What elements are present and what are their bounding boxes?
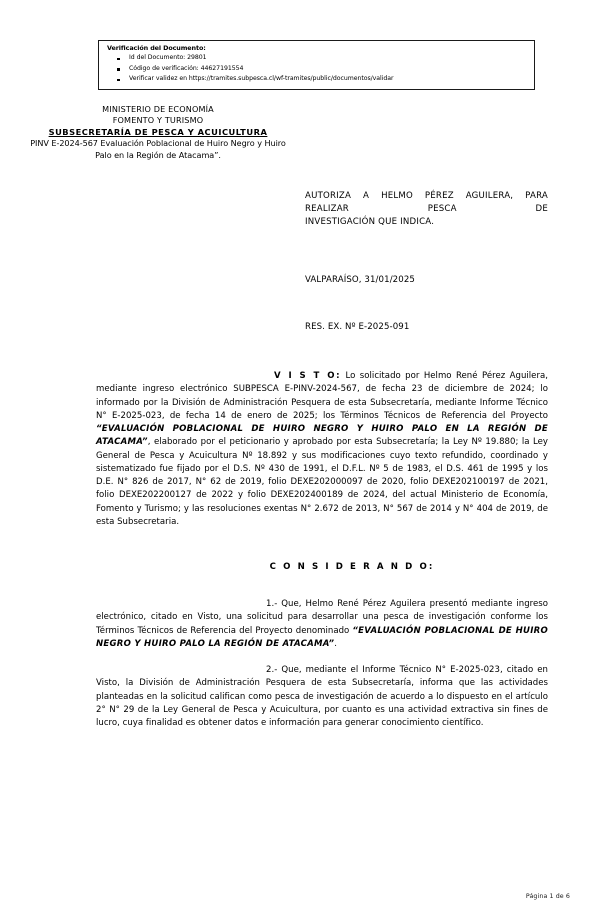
considerando-heading: C O N S I D E R A N D O: (269, 562, 435, 572)
visto-text-before-title: Lo solicitado por Helmo René Pérez Aguilera, mediante ingreso electrónico SUBPESCA E-PINV-2024-567, de fecha 23 de diciembre de 2024; lo informado por la División de Administración Pesquera de esta Subsecretaría, mediante Informe Técnico N° E-2025-023, de fecha 14 de enero de 2025; los Términos Técnicos de Referencia del Proyecto (96, 371, 548, 421)
visto-text-after-title: , elaborado por el peticionario y aprobado por esta Subsecretaría; la Ley Nº 19.880; la Ley General de Pesca y Acuicultura Nº 18.892 y sus modificaciones cuyo texto refundido, coordinado y sistematizado fue fijado por el D.S. Nº 430 de 1991, el D.F.L. Nº 5 de 1983, el D.S. 461 de 1995 y los D.E. N° 826 de 2017, N° 62 de 2019, folio DEXE202000097 de 2020, folio DEXE202100197 de 2021, folio DEXE202200127 de 2022 y folio DEXE202400189 de 2024, del actual Ministerio de Economía, Fomento y Turismo; y las resoluciones exentas N° 2.672 de 2013, N° 567 de 2014 y N° 404 de 2019, de esta Subsecretaria. (96, 437, 548, 527)
authorization-line-1: AUTORIZA A HELMO PÉREZ AGUILERA, PARA REALIZAR PESCA DE (305, 191, 548, 215)
verification-item-document-id: Id del Documento: 29801 (107, 53, 534, 64)
verification-list (107, 53, 534, 85)
ministry-line-1: MINISTERIO DE ECONOMÍA (102, 104, 214, 114)
verification-title: Verificación del Documento: (107, 44, 206, 52)
ministry-letterhead (24, 104, 292, 161)
page-footer: Página 1 de 6 (525, 893, 570, 900)
visto-project-title: “EVALUACIÓN POBLACIONAL DE HUIRO NEGRO Y HUIRO PALO EN LA REGIÓN DE ATACAMA” (96, 424, 548, 448)
authorization-line-2: INVESTIGACIÓN QUE INDICA. (305, 217, 435, 228)
considerando-item-2: 2.- Que, mediante el Informe Técnico N° E-2025-023, citado en Visto, la División de Administración Pesquera de esta Subsecretaría, informa que las actividades planteadas en la solicitud califican como pesca de investigación de acuerdo a lo dispuesto en el artículo 2° N° 29 de la Ley General de Pesca y Acuicultura, por cuanto es una actividad extractiva sin fines de lucro, cuya finalidad es obtener datos e información para generar conocimiento científico. (96, 665, 548, 728)
ministry-line-2: FOMENTO Y TURISMO (112, 115, 204, 126)
item1-project-title: “EVALUACIÓN POBLACIONAL DE HUIRO NEGRO Y HUIRO PALO LA REGIÓN DE ATACAMA” (96, 625, 548, 649)
document-body (96, 370, 548, 730)
visto-label: V I S T O: (274, 371, 342, 381)
verification-item-code: Código de verificación: 44627191554 (107, 64, 534, 75)
place-and-date: VALPARAÍSO, 31/01/2025 (305, 275, 415, 285)
verification-box (98, 40, 535, 90)
considerando-item-1 (96, 598, 548, 651)
visto-paragraph (96, 370, 548, 529)
ministry-subsecretaria: SUBSECRETARÍA DE PESCA Y ACUICULTURA (48, 126, 268, 137)
item1-text-before-title: 1.- Que, Helmo René Pérez Aguilera presentó mediante ingreso electrónico, citado en Visto, una solicitud para desarrollar una pesca de investigación conforme los Términos Técnicos de Referencia del Proyecto denominado (96, 599, 548, 636)
resolution-number: RES. EX. Nº E-2025-091 (305, 322, 410, 332)
ministry-project-reference: PINV E-2024-567 Evaluación Poblacional de Huiro Negro y Huiro Palo en la Región de Atacama”. (30, 138, 286, 160)
item1-text-after-title: . (334, 638, 338, 649)
verification-item-url: Verificar validez en https://tramites.subpesca.cl/wf-tramites/public/documentos/validar (107, 74, 534, 85)
authorization-block (305, 190, 548, 230)
